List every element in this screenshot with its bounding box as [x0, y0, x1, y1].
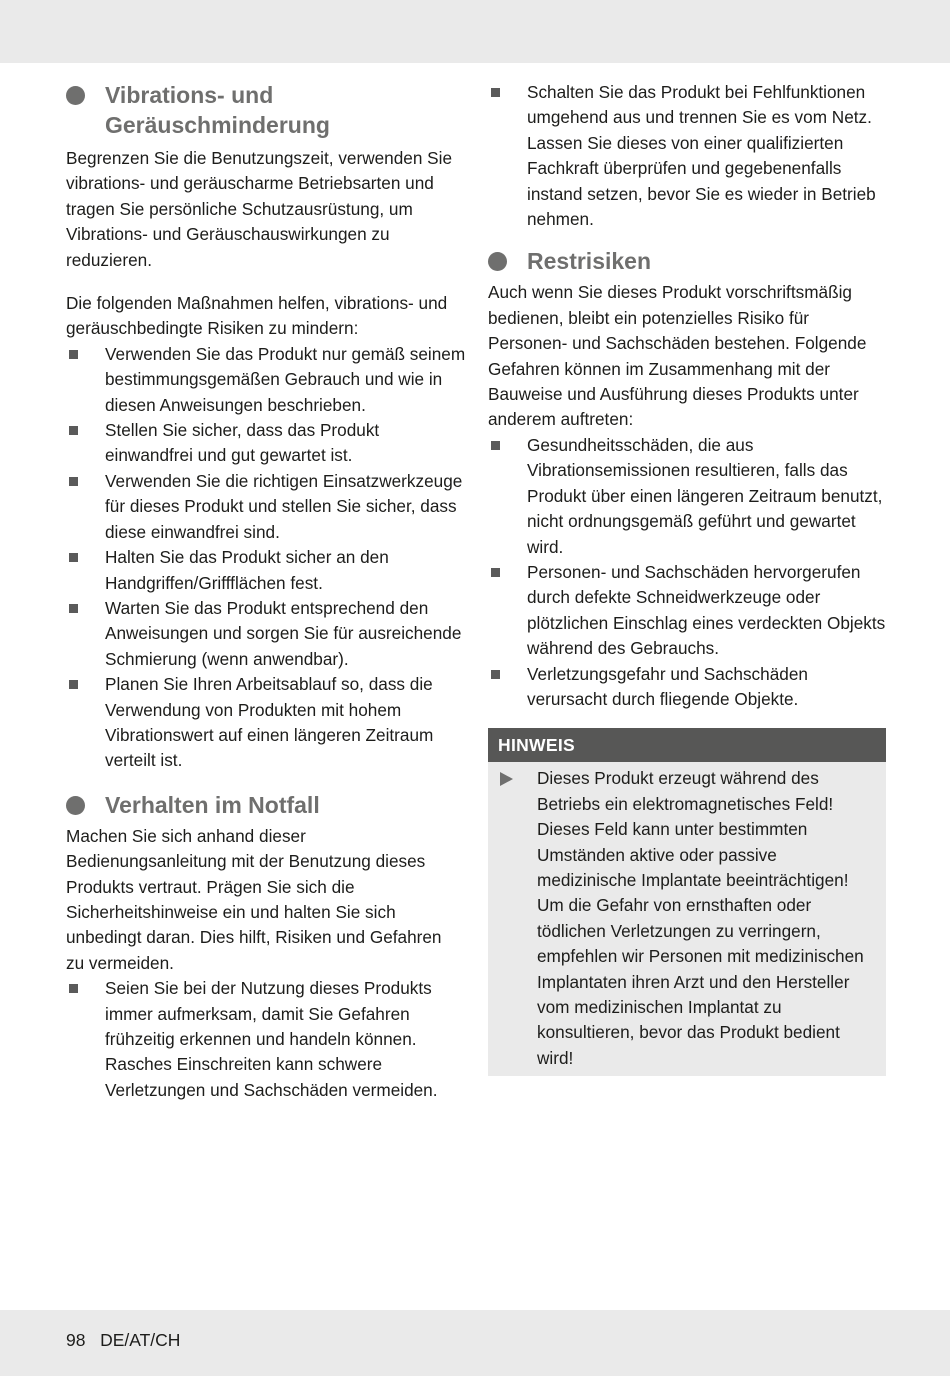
- paragraph: Machen Sie sich anhand dieser Bedienungsanleitung mit der Benutzung dieses Produkts vertraut. Prägen Sie sich die Sicherheitshinweise ein und halten Sie sich unbedingt daran. Dies hilft, Risiken und Gefahren zu vermeiden.: [66, 825, 442, 973]
- heading-text: Vibrations- und Geräuschminderung: [105, 82, 330, 138]
- list-item-text: Personen- und Sachschäden hervorgerufen durch defekte Schneidwerkzeuge oder plötzlichen Einschlag eines verdeckten Objekts während des Gebrauchs.: [527, 561, 886, 659]
- list-item: [488, 662, 886, 713]
- square-bullet-icon: [69, 604, 78, 613]
- bullet-list-vibration: [66, 342, 466, 774]
- list-item-text: Seien Sie bei der Nutzung dieses Produkts immer aufmerksam, damit Sie Gefahren frühzeitig erkennen und handeln können. Rasches Einschreiten kann schwere Verletzungen und Sachschäden vermeiden.: [105, 978, 438, 1100]
- list-item: [488, 433, 886, 560]
- list-item: [66, 596, 466, 672]
- bullet-circle-icon: [66, 86, 85, 105]
- hint-box: [488, 728, 886, 1076]
- list-item: [66, 469, 466, 545]
- list-item: [66, 342, 466, 418]
- square-bullet-icon: [491, 88, 500, 97]
- list-item-text: Warten Sie das Produkt entsprechend den Anweisungen und sorgen Sie für ausreichende Schmierung (wenn anwendbar).: [105, 597, 462, 669]
- list-item-text: Verwenden Sie die richtigen Einsatzwerkzeuge für dieses Produkt und stellen Sie sicher, dass diese einwandfrei sind.: [105, 470, 463, 542]
- list-item-text: Schalten Sie das Produkt bei Fehlfunktionen umgehend aus und trennen Sie es vom Netz. Lassen Sie dieses von einer qualifizierten Fachkraft überprüfen und gegebenenfalls instand setzen, bevor Sie es wieder in Betrieb nehmen.: [527, 82, 876, 230]
- hint-title: HINWEIS: [488, 728, 886, 762]
- heading-text: Verhalten im Notfall: [105, 791, 320, 818]
- section-heading-restrisiken: [488, 246, 886, 276]
- list-item: [66, 672, 466, 774]
- list-item: [488, 80, 886, 232]
- page-footer: [66, 1330, 180, 1351]
- list-item-text: Verletzungsgefahr und Sachschäden verursacht durch fliegende Objekte.: [527, 663, 808, 709]
- list-item-text: Halten Sie das Produkt sicher an den Handgriffen/Griffflächen fest.: [105, 547, 389, 593]
- section-heading-notfall: [66, 790, 466, 820]
- square-bullet-icon: [69, 350, 78, 359]
- list-item: [66, 545, 466, 596]
- bullet-list-restrisiken: [488, 433, 886, 712]
- heading-text: Restrisiken: [527, 248, 652, 275]
- square-bullet-icon: [491, 568, 500, 577]
- footer-bar: [0, 1310, 950, 1376]
- paragraph: Auch wenn Sie dieses Produkt vorschriftsmäßig bedienen, bleibt ein potenzielles Risiko für Personen- und Sachschäden bestehen. Folgende Gefahren können im Zusammenhang mit der Bauweise und Ausführung dieses Produkts unter anderem auftreten:: [488, 282, 867, 430]
- list-item-text: Gesundheitsschäden, die aus Vibrationsemissionen resultieren, falls das Produkt über einen längeren Zeitraum benutzt, nicht ordnungsgemäß geführt und gewartet wird.: [527, 434, 883, 557]
- square-bullet-icon: [491, 670, 500, 679]
- paragraph: Die folgenden Maßnahmen helfen, vibrations- und geräuschbedingte Risiken zu mindern:: [66, 293, 448, 339]
- bullet-circle-icon: [66, 796, 85, 815]
- square-bullet-icon: [69, 426, 78, 435]
- list-item: [488, 560, 886, 662]
- list-item: [66, 976, 466, 1103]
- square-bullet-icon: [69, 984, 78, 993]
- bullet-circle-icon: [488, 252, 507, 271]
- list-item-text: Verwenden Sie das Produkt nur gemäß seinem bestimmungsgemäßen Gebrauch und wie in diesen Anweisungen beschrieben.: [105, 343, 466, 415]
- square-bullet-icon: [69, 477, 78, 486]
- bullet-list-top: [488, 80, 886, 232]
- page-number: 98: [66, 1330, 86, 1350]
- list-item: [66, 418, 466, 469]
- header-bar: [0, 0, 950, 63]
- list-item-text: Planen Sie Ihren Arbeitsablauf so, dass die Verwendung von Produkten mit hohem Vibrationswert auf einen längeren Zeitraum verteilt ist.: [105, 674, 434, 771]
- square-bullet-icon: [69, 553, 78, 562]
- bullet-list-notfall: [66, 976, 466, 1103]
- locale-label: DE/AT/CH: [100, 1330, 181, 1350]
- square-bullet-icon: [69, 680, 78, 689]
- left-column: [66, 80, 466, 1103]
- hint-body: [488, 762, 886, 1076]
- right-column: [488, 80, 886, 1076]
- hint-text: Dieses Produkt erzeugt während des Betriebs ein elektromagnetisches Feld! Dieses Feld kann unter bestimmten Umständen aktive oder passive medizinische Implantate beeinträchtigen! Um die Gefahr von ernsthaften oder tödlichen Verletzungen zu verringern, empfehlen wir Personen mit medizinischen Implantaten ihren Arzt und den Hersteller vom medizinischen Implantat zu konsultieren, bevor das Produkt bedient wird!: [537, 768, 864, 1068]
- list-item-text: Stellen Sie sicher, dass das Produkt einwandfrei und gut gewartet ist.: [105, 420, 380, 466]
- paragraph: Begrenzen Sie die Benutzungszeit, verwenden Sie vibrations- und geräuscharme Betriebsarten und tragen Sie persönliche Schutzausrüstung, um Vibrations- und Geräuschauswirkungen zu reduzieren.: [66, 148, 453, 270]
- section-heading-vibration: [66, 80, 466, 140]
- square-bullet-icon: [491, 441, 500, 450]
- arrow-right-icon: [500, 772, 513, 786]
